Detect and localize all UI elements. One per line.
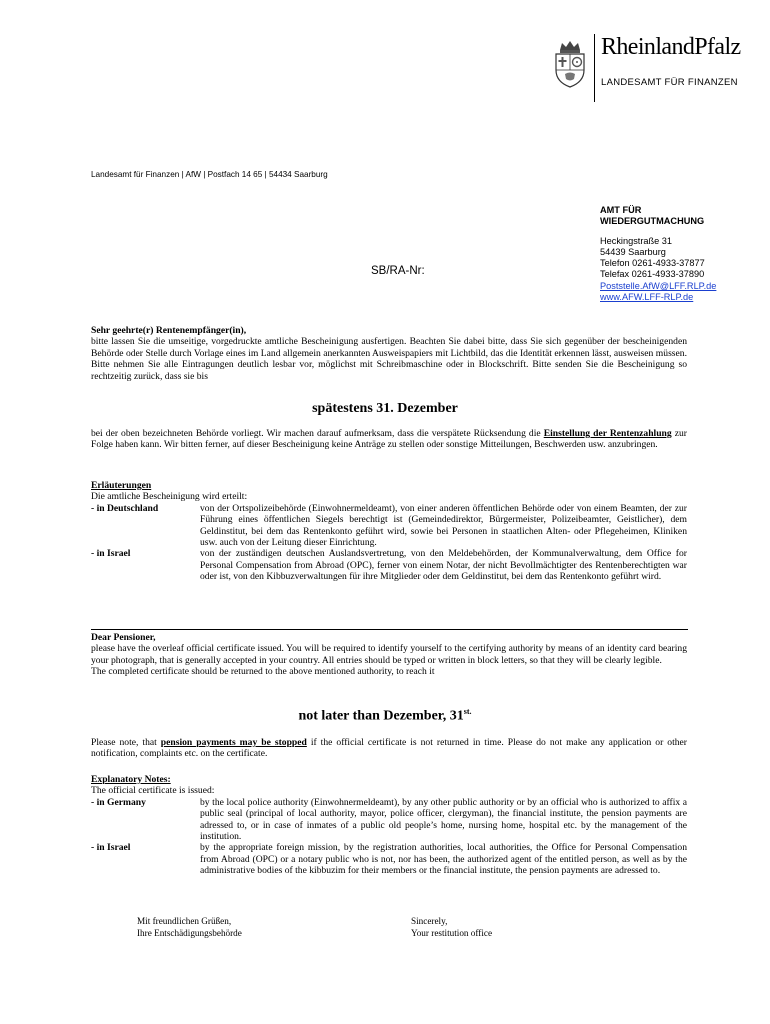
logo-divider (594, 34, 595, 102)
office-address-block (600, 205, 716, 303)
german-notes-section (91, 480, 687, 583)
office-web-link[interactable]: www.AFW.LFF-RLP.de (600, 292, 694, 303)
coat-of-arms-icon (552, 40, 588, 88)
english-notes-section (91, 774, 687, 877)
english-label-israel: - in Israel (91, 842, 131, 854)
german-closing (137, 915, 242, 939)
german-deadline: spätestens 31. Dezember (312, 401, 458, 416)
reference-number-label: SB/RA-Nr: (371, 265, 425, 277)
german-text-israel: von der zuständigen deutschen Auslandsvertretung, von den Meldebehörden, der Kommunalverwaltung, dem Office for Personal Compensation from Abroad (OPC), ferner von einem Notar, der nicht Bevollmächtigter des Rentenberechtigten war oder ist, von den Kibbuzverwaltungen für ihre Mitglieder oder dem Geldinstitut, bei dem das Rentenkonto geführt wird. (200, 548, 687, 583)
german-after-deadline (91, 428, 687, 451)
english-notes-row-israel (91, 842, 687, 876)
english-after-deadline (91, 737, 687, 760)
office-email-link[interactable]: Poststelle.AfW@LFF.RLP.de (600, 280, 717, 291)
english-text-israel: by the appropriate foreign mission, by the registration authorities, local authorities, the Office for Personal Compensation from Abroad (OPC) or a notary public who is not, nor has been, the authorized agent of the entitled person, as well as by the administrative bodies of the kibbuzim for their members or the financial institute, the pension payments are adressed to. (200, 842, 687, 877)
office-phone: Telefon 0261-4933-37877 (600, 258, 705, 269)
english-after-text-2: if the official certificate is not returned in time. Please do not make any application or other notification, complaints etc. on the certificate. (91, 737, 687, 760)
german-after-emphasis: Einstellung der Rentenzahlung (543, 428, 672, 439)
english-closing-line1: Sincerely, (411, 916, 448, 926)
german-text-germany: von der Ortspolizeibehörde (Einwohnermeldeamt), von einer anderen öffentlichen Behörde oder von einem Beamten, der zur Führung eines öffentlichen Siegels berechtigt ist (Gemeindedirektor, Bürgermeister, Polizeibeamter, Geistlicher), dem Geldinstitut, bei dem das Rentenkonto geführt wird, sowie bei Personen in staatlichen Alten- oder Pflegeheimen, Kliniken usw. auch von der Leitung dieser Einrichtung. (200, 502, 687, 549)
office-street: Heckingstraße 31 (600, 235, 673, 246)
german-notes-heading: Erläuterungen (91, 480, 152, 491)
english-intro-section (91, 632, 687, 678)
german-after-text-2: zur Folge haben kann. Wir bitten ferner, auf dieser Bescheinigung keine Anträge zu stellen oder sonstige Mitteilungen, Beschwerden usw. anzubringen. (91, 428, 687, 451)
english-intro-text-2: The completed certificate should be returned to the above mentioned authority, to reach it (91, 666, 435, 678)
german-closing-line1: Mit freundlichen Grüßen, (137, 916, 232, 926)
german-notes-intro: Die amtliche Bescheinigung wird erteilt: (91, 491, 248, 503)
logo-subtitle: LANDESAMT FÜR FINANZEN (601, 77, 738, 88)
english-intro-text: please have the overleaf official certificate issued. You will be required to identify yourself to the certifying authority by means of an identity card bearing your photograph, that is generally accepted in your country. All entries should be typed or written in block letters, so that they will be clearly legible. (91, 643, 687, 666)
german-intro-section (91, 325, 687, 382)
office-name-line2: WIEDERGUTMACHUNG (600, 216, 705, 227)
english-after-text-1: Please note, that (91, 737, 161, 748)
english-notes-heading: Explanatory Notes: (91, 774, 171, 785)
logo-name: RheinlandPfalz (601, 34, 741, 60)
german-salutation: Sehr geehrte(r) Rentenempfänger(in), (91, 325, 247, 336)
english-deadline-suffix: st. (463, 707, 472, 716)
german-notes-row-israel (91, 548, 687, 582)
office-name-line1: AMT FÜR (600, 205, 642, 215)
office-city: 54439 Saarburg (600, 246, 666, 257)
english-label-germany: - in Germany (91, 796, 146, 808)
german-notes-row-germany (91, 503, 687, 549)
english-salutation: Dear Pensioner, (91, 632, 156, 643)
english-closing (411, 915, 492, 939)
german-label-israel: - in Israel (91, 548, 131, 560)
english-deadline-text: not later than Dezember, 31 (298, 708, 464, 724)
german-intro-text: bitte lassen Sie die umseitige, vorgedruckte amtliche Bescheinigung ausfertigen. Beachten Sie dabei bitte, dass Sie sich gegenüber der bescheinigenden Behörde oder Stelle durch Vorlage eines im Land allgemein anerkannten Ausweispapiers mit Lichtbild, das die Identität erkennen lässt, ausweisen müssen. Bitte nehmen Sie alle Eintragungen deutlich lesbar vor, möglichst mit Schreibmaschine oder in Blockschrift. Bitte senden Sie die Bescheinigung so rechtzeitig zurück, dass sie bis (91, 336, 687, 382)
english-after-emphasis: pension payments may be stopped (160, 737, 307, 748)
sender-line: Landesamt für Finanzen | AfW | Postfach 14 65 | 54434 Saarburg (91, 170, 328, 179)
office-fax: Telefax 0261-4933-37890 (600, 269, 705, 280)
english-deadline (0, 707, 770, 725)
german-closing-line2: Ihre Entschädigungsbehörde (137, 928, 242, 938)
german-after-text-1: bei der oben bezeichneten Behörde vorliegt. Wir machen darauf aufmerksam, dass die verspätete Rücksendung die (91, 428, 544, 439)
english-text-germany: by the local police authority (Einwohnermeldeamt), by any other public authority or by an official who is authorized to affix a public seal (principal of local authority, mayor, police officer, clergyman), the financial institute, the pension payments are adressed to, or in case of inmates of a public old people’s home, nursing home, hospital etc. by the management of the institution. (200, 796, 687, 843)
english-closing-line2: Your restitution office (411, 928, 493, 938)
section-divider (91, 629, 688, 630)
english-notes-intro: The official certificate is issued: (91, 785, 215, 797)
german-label-germany: - in Deutschland (91, 502, 159, 514)
english-notes-row-germany (91, 797, 687, 843)
